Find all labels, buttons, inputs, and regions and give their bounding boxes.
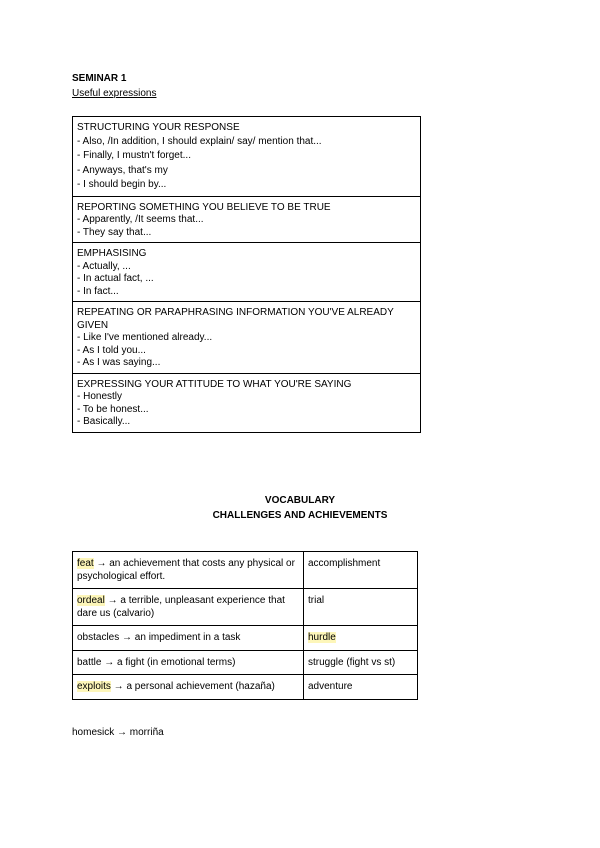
vocab-row <box>73 650 418 675</box>
vocab-synonym: struggle (fight vs st) <box>308 656 396 668</box>
section-heading: REPORTING SOMETHING YOU BELIEVE TO BE TRUE <box>77 201 331 213</box>
vocab-term-cell <box>73 552 304 589</box>
vocab-definition: → an impediment in a task <box>119 632 241 643</box>
vocab-synonym: accomplishment <box>308 558 381 569</box>
expression-cell-repeating <box>73 302 421 374</box>
expression-cell-emphasising <box>73 243 421 302</box>
vocab-synonym-cell <box>304 675 418 700</box>
expression-cell-attitude <box>73 373 421 432</box>
vocabulary-subtitle: CHALLENGES AND ACHIEVEMENTS <box>212 510 388 521</box>
vocab-word: exploits <box>77 681 111 692</box>
expression-section <box>73 196 421 243</box>
section-heading: EXPRESSING YOUR ATTITUDE TO WHAT YOU'RE SAYING <box>77 378 352 390</box>
vocab-definition: → a personal achievement (hazaña) <box>110 681 275 692</box>
vocab-definition: → a fight (in emotional terms) <box>101 656 236 668</box>
expressions-table <box>72 116 421 433</box>
vocabulary-title: VOCABULARY <box>264 495 336 506</box>
vocab-definition: → an achievement that costs any physical or psychological effort. <box>77 558 295 582</box>
expression-item: - They say that... <box>77 226 152 238</box>
section-heading: STRUCTURING YOUR RESPONSE <box>77 122 240 133</box>
vocab-word: obstacles <box>77 632 120 643</box>
vocab-term-cell <box>73 626 304 651</box>
expression-item: - As I told you... <box>77 344 146 356</box>
expression-item: - Actually, ... <box>77 260 131 272</box>
expression-item: - Basically... <box>77 416 131 427</box>
expression-section <box>73 302 421 374</box>
vocab-synonym-cell <box>304 589 418 626</box>
expression-item: - Apparently, /It seems that... <box>77 214 204 225</box>
vocab-row <box>73 675 418 700</box>
vocab-synonym-cell <box>304 650 418 675</box>
vocab-word: battle <box>77 656 102 668</box>
expression-item: - To be honest... <box>77 403 149 415</box>
expression-item: - Finally, I mustn't forget... <box>77 150 191 161</box>
expression-section <box>73 117 421 197</box>
seminar-subtitle: Useful expressions <box>72 88 157 99</box>
vocab-synonym: adventure <box>308 681 353 692</box>
section-heading: REPEATING OR PARAPHRASING INFORMATION YOU'VE ALREADY GIVEN <box>77 307 394 331</box>
expression-item: - Anyways, that's my <box>77 164 168 176</box>
vocab-definition: → a terrible, unpleasant experience that dare us (calvario) <box>77 595 285 619</box>
expression-section <box>73 243 421 302</box>
expression-item: - In actual fact, ... <box>77 273 154 284</box>
vocab-term-cell <box>73 589 304 626</box>
expression-item: - Like I've mentioned already... <box>77 332 213 343</box>
expression-cell-reporting <box>73 196 421 243</box>
vocab-term-cell <box>73 675 304 700</box>
vocab-word: ordeal <box>77 595 105 606</box>
homesick-note: homesick → morriña <box>72 727 164 738</box>
expression-item: - Honestly <box>77 391 123 402</box>
seminar-title: SEMINAR 1 <box>72 73 127 84</box>
expression-item: - I should begin by... <box>77 179 167 190</box>
expression-item: - Also, /In addition, I should explain/ say/ mention that... <box>77 135 322 147</box>
vocab-synonym-cell <box>304 552 418 589</box>
expression-item: - In fact... <box>77 285 119 297</box>
expression-cell-structuring <box>73 117 421 197</box>
vocab-row <box>73 626 418 651</box>
vocabulary-table <box>72 551 418 700</box>
expression-section <box>73 373 421 432</box>
vocab-row <box>73 589 418 626</box>
section-heading: EMPHASISING <box>77 248 147 259</box>
vocab-word: feat <box>77 558 94 569</box>
vocab-row <box>73 552 418 589</box>
expression-item: - As I was saying... <box>77 357 161 368</box>
vocab-synonym: trial <box>308 595 325 606</box>
vocab-term-cell <box>73 650 304 675</box>
vocab-synonym: hurdle <box>308 632 336 643</box>
vocab-synonym-cell <box>304 626 418 651</box>
